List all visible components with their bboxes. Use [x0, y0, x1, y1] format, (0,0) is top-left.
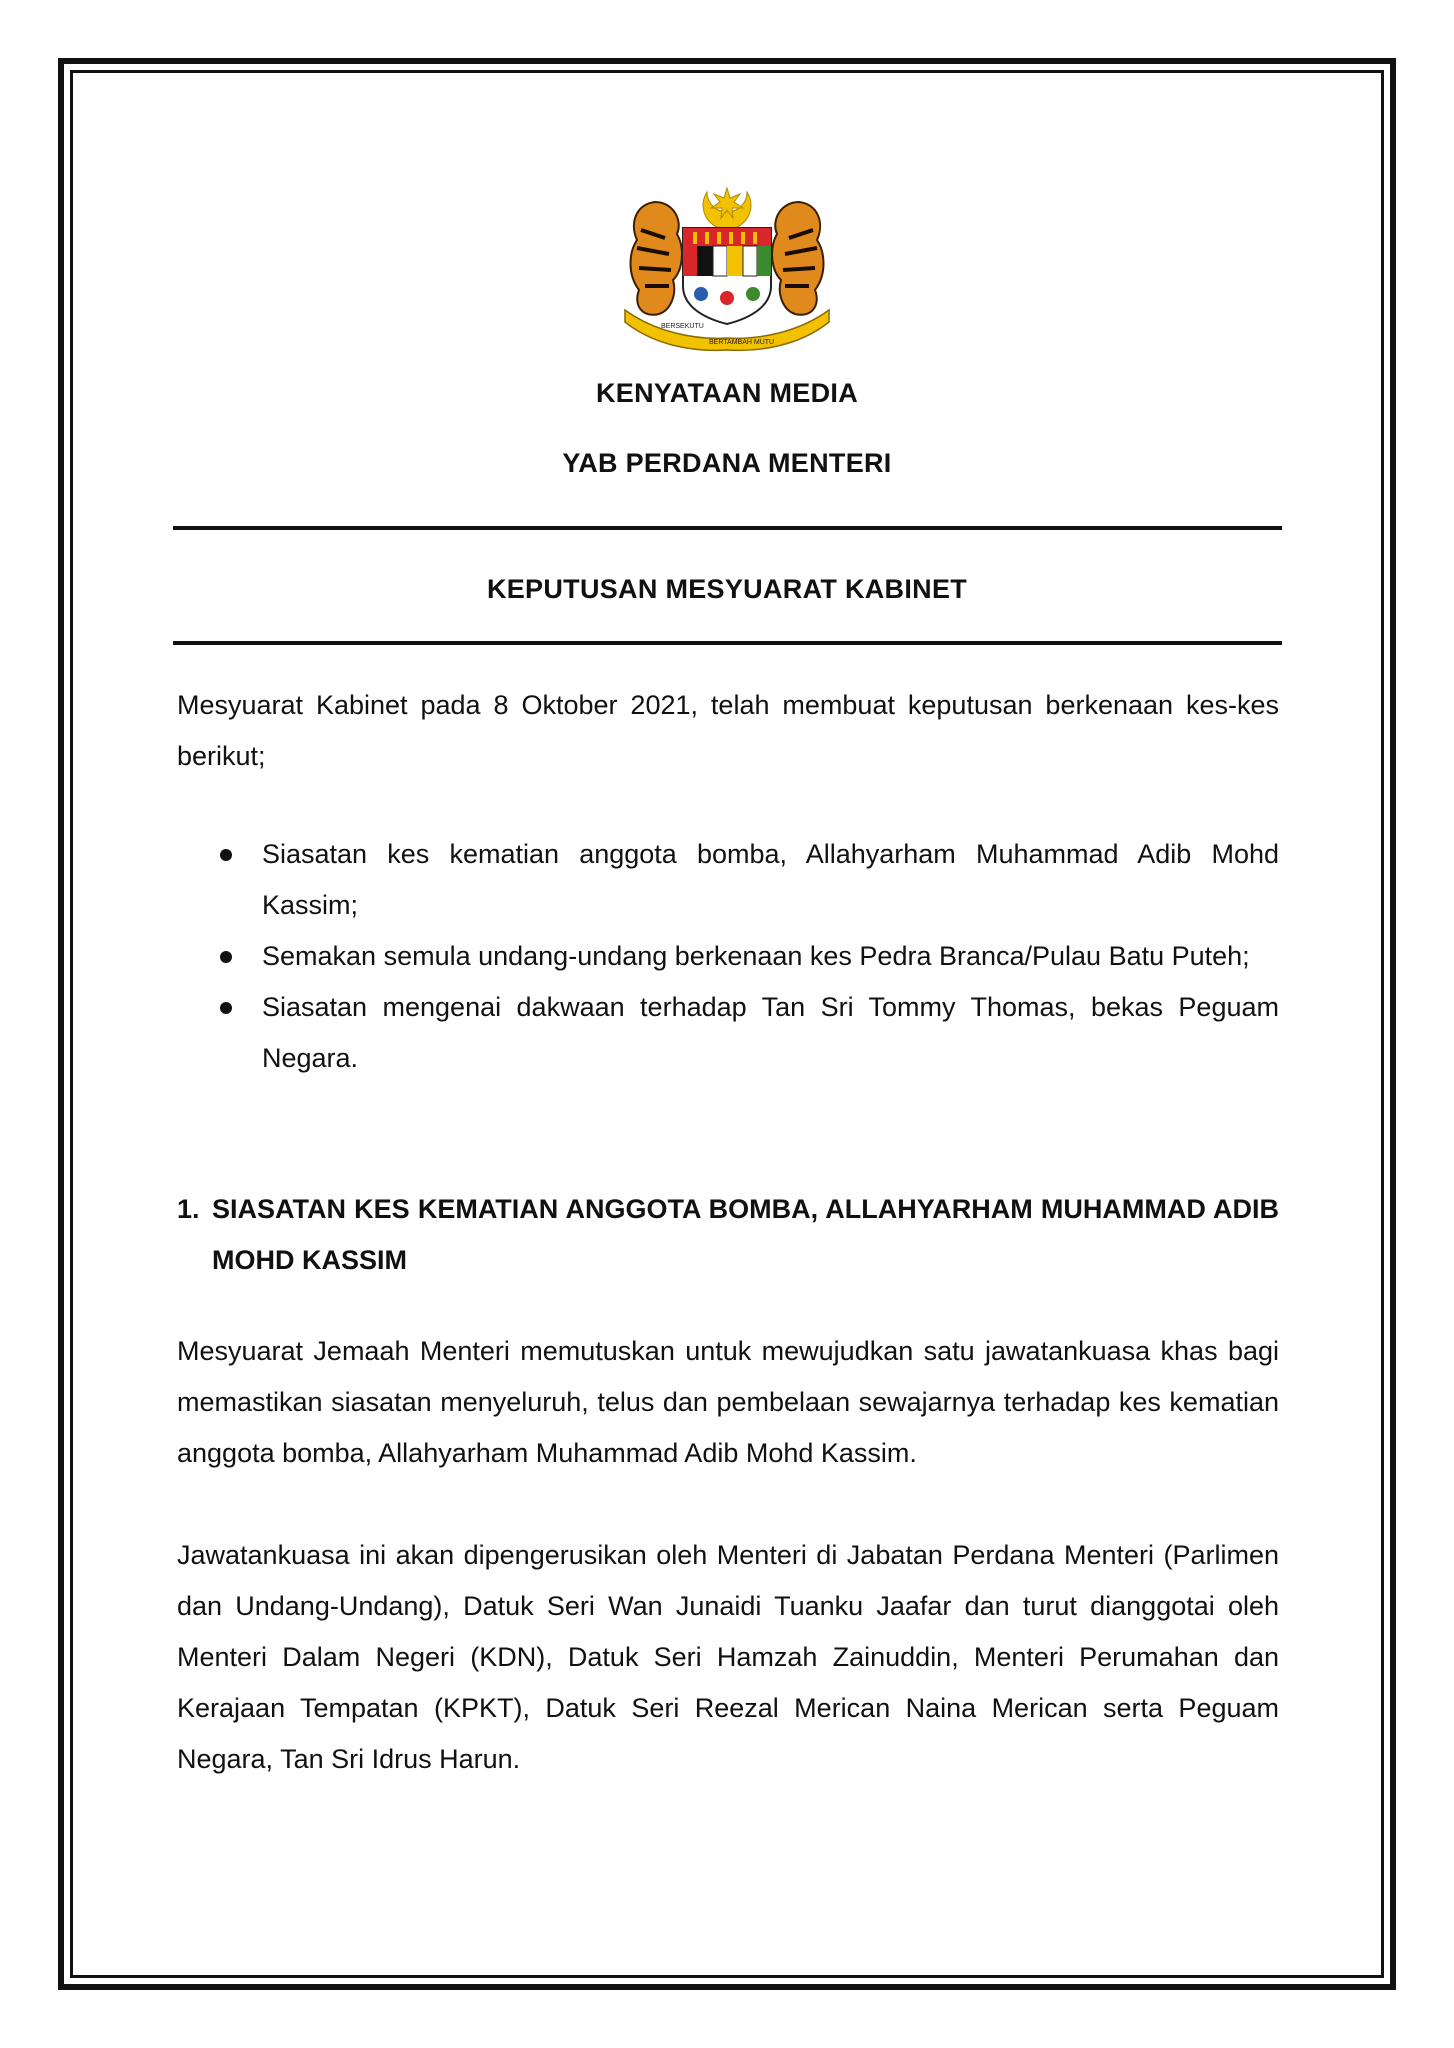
list-item-text: Siasatan mengenai dakwaan terhadap Tan Sri Tommy Thomas, bekas Peguam Negara.	[262, 992, 1279, 1073]
motto-right-text: BERTAMBAH MUTU	[709, 339, 775, 346]
bullet-icon	[220, 951, 232, 963]
list-item-text: Siasatan kes kematian anggota bomba, Allahyarham Muhammad Adib Mohd Kassim;	[262, 839, 1279, 920]
list-item	[220, 982, 1279, 1084]
intro-paragraph: Mesyuarat Kabinet pada 8 Oktober 2021, telah membuat keputusan berkenaan kes-kes berikut;	[177, 690, 1279, 771]
coat-of-arms-icon	[615, 182, 839, 352]
divider-top	[173, 526, 1282, 530]
list-item-text: Semakan semula undang-undang berkenaan kes Pedra Branca/Pulau Batu Puteh;	[262, 941, 1250, 971]
section-title-text: SIASATAN KES KEMATIAN ANGGOTA BOMBA, ALLAHYARHAM MUHAMMAD ADIB MOHD KASSIM	[212, 1194, 1279, 1275]
divider-bottom	[173, 641, 1282, 645]
bullet-icon	[220, 1002, 232, 1014]
section-1-heading	[177, 1184, 1279, 1286]
header-line-1: KENYATAAN MEDIA	[595, 378, 858, 408]
section-number: 1.	[177, 1194, 200, 1224]
list-item	[220, 931, 1279, 982]
case-list	[220, 829, 1279, 1084]
bullet-icon	[220, 849, 232, 861]
paragraph-2: Jawatankuasa ini akan dipengerusikan oleh Menteri di Jabatan Perdana Menteri (Parlimen dan Undang-Undang), Datuk Seri Wan Junaidi Tuanku Jaafar dan turut dianggotai oleh Menteri Dalam Negeri (KDN), Datuk Seri Hamzah Zainuddin, Menteri Perumahan dan Kerajaan Tempatan (KPKT), Datuk Seri Reezal Merican Naina Merican serta Peguam Negara, Tan Sri Idrus Harun.	[177, 1540, 1279, 1774]
subject-title: KEPUTUSAN MESYUARAT KABINET	[486, 574, 968, 604]
list-item	[220, 829, 1279, 931]
paragraph-1: Mesyuarat Jemaah Menteri memutuskan untuk mewujudkan satu jawatankuasa khas bagi memastikan siasatan menyeluruh, telus dan pembelaan sewajarnya terhadap kes kematian anggota bomba, Allahyarham Muhammad Adib Mohd Kassim.	[177, 1336, 1279, 1468]
header-line-2: YAB PERDANA MENTERI	[562, 448, 892, 478]
motto-left-text: BERSEKUTU	[661, 323, 704, 330]
